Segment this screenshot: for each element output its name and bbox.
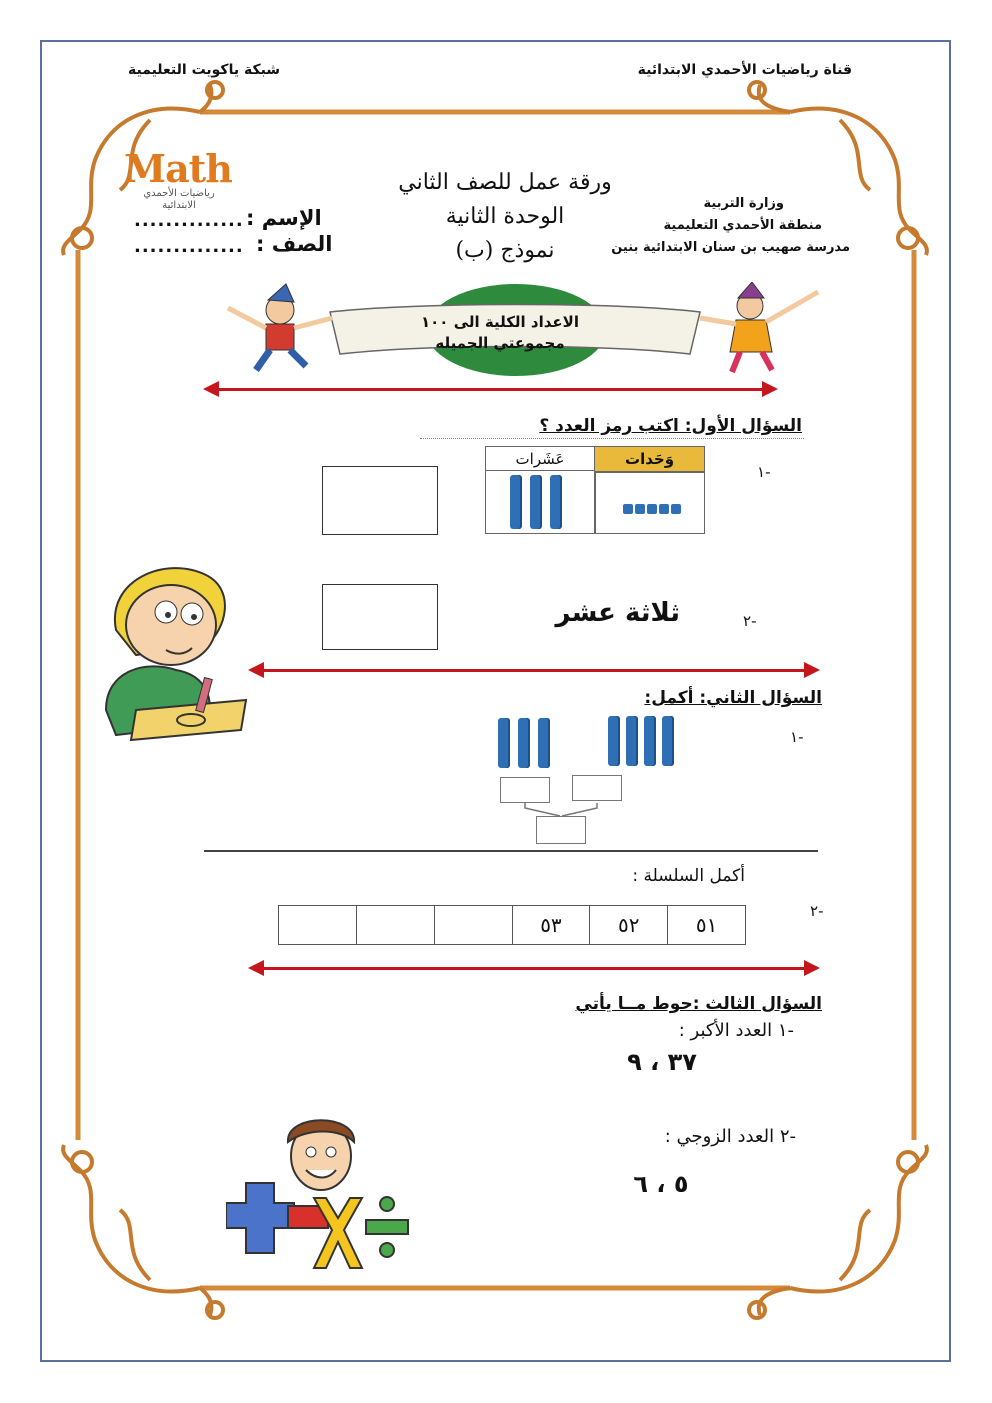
boy-writing-illustration bbox=[96, 560, 256, 750]
q1-answer-box-2[interactable] bbox=[322, 584, 438, 650]
series-label: أكمل السلسلة : bbox=[632, 866, 745, 886]
ten-rod bbox=[498, 718, 510, 768]
tens-rods bbox=[510, 475, 570, 529]
name-field[interactable]: .............. bbox=[134, 210, 244, 231]
divider-arrow-3 bbox=[248, 960, 820, 976]
rods-group-left bbox=[498, 718, 568, 770]
unit-cube bbox=[635, 504, 645, 514]
ten-rod bbox=[538, 718, 550, 768]
network-name: شبكة ياكويت التعليمية bbox=[128, 62, 281, 78]
ministry-line: وزارة التربية bbox=[703, 196, 784, 211]
unit-title: الوحدة الثانية bbox=[445, 204, 565, 229]
ten-rod bbox=[510, 475, 522, 529]
q2-item2-number: -٢ bbox=[810, 902, 824, 920]
unit-cube bbox=[671, 504, 681, 514]
series-cell: ٥٢ bbox=[590, 906, 668, 944]
place-value-table bbox=[485, 446, 705, 534]
math-symbols-boy-illustration bbox=[226, 1108, 416, 1280]
worksheet-title: ورقة عمل للصف الثاني bbox=[398, 170, 612, 195]
logo-word: Math bbox=[124, 146, 232, 191]
banner-line-1: الاعداد الكلية الى ١٠٠ bbox=[421, 313, 579, 331]
ten-rod bbox=[662, 716, 674, 766]
ten-rod bbox=[608, 716, 620, 766]
ten-rod bbox=[626, 716, 638, 766]
class-field[interactable]: .............. bbox=[134, 236, 244, 257]
series-blank-cell[interactable] bbox=[357, 906, 435, 944]
unit-cube bbox=[659, 504, 669, 514]
ten-rod bbox=[518, 718, 530, 768]
channel-name: قناة رياضيات الأحمدي الابتدائية bbox=[637, 62, 852, 78]
q3-item2: -٢ العدد الزوجي : bbox=[664, 1126, 796, 1147]
q1-item2-words: ثلاثة عشر bbox=[555, 598, 680, 628]
district-line: منطقة الأحمدي التعليمية bbox=[663, 218, 822, 233]
ten-rod bbox=[550, 475, 562, 529]
question-2-title: السؤال الثاني: أكمل: bbox=[644, 688, 822, 708]
ten-rod bbox=[644, 716, 656, 766]
tens-header: عَشَرات bbox=[486, 447, 594, 471]
q3-item2-options[interactable]: ٥ ، ٦ bbox=[633, 1170, 689, 1198]
divider-arrow-2 bbox=[248, 662, 820, 678]
number-series bbox=[278, 905, 746, 945]
series-blank-cell[interactable] bbox=[435, 906, 513, 944]
banner-line-2: مجموعتي الجميله bbox=[435, 334, 565, 352]
logo-subtitle-1: رياضيات الأحمدي bbox=[143, 188, 215, 199]
separator-line bbox=[204, 850, 818, 852]
q1-underline bbox=[420, 438, 804, 439]
question-3-title: السؤال الثالث :حوط مــا يأتي bbox=[575, 994, 822, 1014]
name-label: الإسم : bbox=[246, 206, 322, 230]
ten-rod bbox=[530, 475, 542, 529]
q1-item2-number: -٢ bbox=[743, 612, 757, 630]
model-title: نموذج (ب) bbox=[455, 238, 555, 263]
rods-group-right bbox=[608, 716, 692, 768]
units-header: وَحَدات bbox=[594, 447, 704, 471]
unit-cube bbox=[623, 504, 633, 514]
q2-item1-number: -١ bbox=[790, 728, 804, 746]
class-label: الصف : bbox=[256, 232, 333, 256]
q2-right-answer-box[interactable] bbox=[572, 775, 622, 801]
q2-total-answer-box[interactable] bbox=[536, 816, 586, 844]
divider-arrow-1 bbox=[203, 381, 778, 397]
question-1-title: السؤال الأول: اكتب رمز العدد ؟ bbox=[539, 416, 802, 436]
school-line: مدرسة صهيب بن سنان الابتدائية بنين bbox=[611, 240, 850, 255]
series-blank-cell[interactable] bbox=[279, 906, 357, 944]
logo-subtitle-2: الابتدائية bbox=[162, 200, 196, 211]
unit-cubes bbox=[622, 499, 692, 511]
q1-item1-number: -١ bbox=[757, 463, 771, 481]
q3-item1-options[interactable]: ٣٧ ، ٩ bbox=[627, 1048, 697, 1076]
series-cell: ٥١ bbox=[668, 906, 746, 944]
unit-cube bbox=[647, 504, 657, 514]
q1-answer-box-1[interactable] bbox=[322, 466, 438, 535]
q3-item1: -١ العدد الأكبر : bbox=[678, 1020, 794, 1041]
series-cell: ٥٣ bbox=[513, 906, 591, 944]
